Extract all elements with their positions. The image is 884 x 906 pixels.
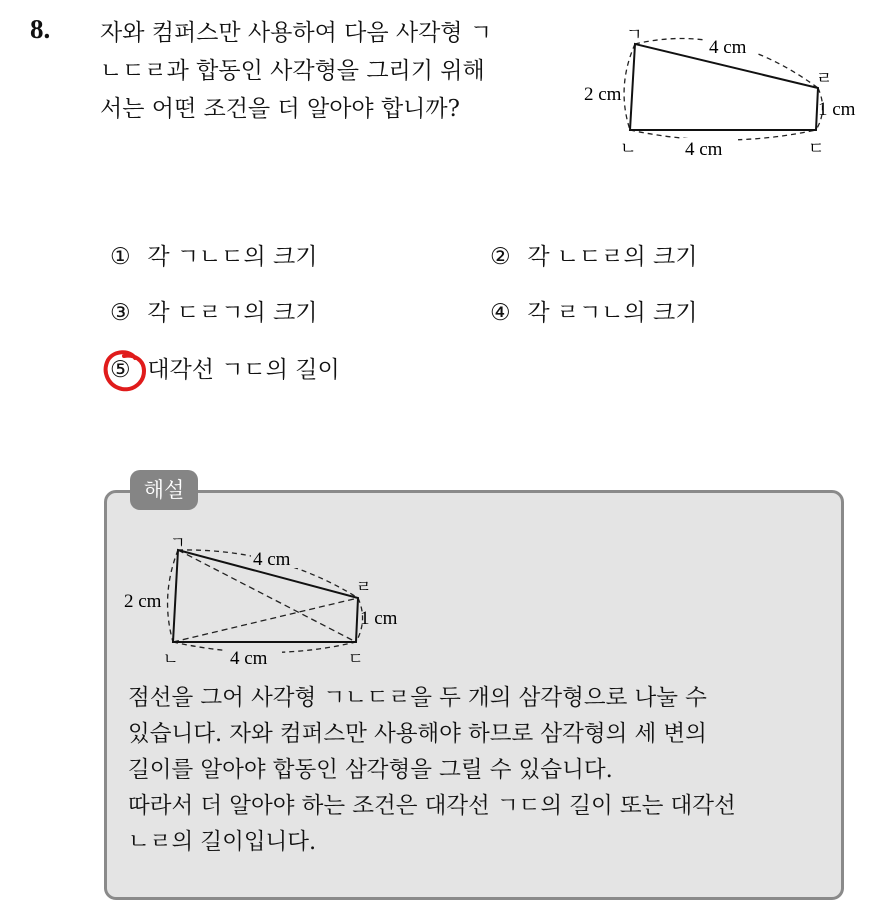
- side-label-left: 2 cm: [584, 84, 622, 105]
- vertex-label-top-left: ㄱ: [170, 538, 186, 552]
- choice-2[interactable]: [490, 242, 697, 272]
- vertex-label-bottom-left: ㄴ: [163, 649, 179, 668]
- question-text: [100, 14, 560, 128]
- answer-circle-mark: [100, 344, 152, 396]
- vertex-label-right: ㄹ: [356, 577, 372, 596]
- choice-number: ④: [490, 300, 511, 326]
- choice-number: ⑤: [110, 357, 131, 383]
- question-line: 자와 컴퍼스만 사용하여 다음 사각형 ㄱ: [100, 20, 493, 46]
- quadrilateral-figure: [578, 20, 868, 165]
- vertex-label-top-left: ㄱ: [626, 25, 643, 45]
- solution-text: [128, 680, 828, 860]
- solution-tab: 해설: [130, 470, 198, 510]
- side-label-top: 4 cm: [709, 37, 747, 58]
- solution-line: 길이를 알아야 합동인 삼각형을 그릴 수 있습니다.: [128, 757, 613, 783]
- question-number: 8.: [30, 14, 51, 44]
- side-label-bottom: 4 cm: [685, 139, 723, 160]
- solution-line: ㄴㄹ의 길이입니다.: [128, 829, 317, 855]
- solution-line: 따라서 더 알아야 하는 조건은 대각선 ㄱㄷ의 길이 또는 대각선: [128, 793, 736, 819]
- vertex-label-right: ㄹ: [816, 69, 833, 89]
- side-label-top: 4 cm: [253, 549, 291, 570]
- question-line: ㄴㄷㄹ과 합동인 사각형을 그리기 위해: [100, 58, 485, 84]
- choice-3[interactable]: [110, 298, 317, 328]
- choice-number: ③: [110, 300, 131, 326]
- solution-line: 있습니다. 자와 컴퍼스만 사용해야 하므로 삼각형의 세 변의: [128, 721, 707, 747]
- choice-text: 각 ㄹㄱㄴ의 크기: [527, 300, 698, 326]
- choice-text: 대각선 ㄱㄷ의 길이: [147, 357, 340, 383]
- diagonal-nieun-rieul: [173, 598, 358, 642]
- side-label-right: 1 cm: [818, 99, 856, 120]
- choice-number: ②: [490, 244, 511, 270]
- vertex-label-bottom-right: ㄷ: [808, 139, 825, 159]
- side-label-bottom: 4 cm: [230, 648, 268, 669]
- solution-figure: [118, 538, 418, 672]
- side-label-right: 1 cm: [360, 608, 398, 629]
- solution-line: 점선을 그어 사각형 ㄱㄴㄷㄹ을 두 개의 삼각형으로 나눌 수: [128, 685, 707, 711]
- choice-1[interactable]: [110, 242, 317, 272]
- side-label-left: 2 cm: [124, 591, 162, 612]
- vertex-label-bottom-right: ㄷ: [348, 649, 364, 668]
- choice-number: ①: [110, 244, 131, 270]
- question-line: 서는 어떤 조건을 더 알아야 합니까?: [100, 96, 460, 122]
- choice-text: 각 ㄷㄹㄱ의 크기: [147, 300, 318, 326]
- choice-text: 각 ㄱㄴㄷ의 크기: [147, 244, 318, 270]
- vertex-label-bottom-left: ㄴ: [620, 139, 637, 159]
- choice-text: 각 ㄴㄷㄹ의 크기: [527, 244, 698, 270]
- choice-4[interactable]: [490, 298, 697, 328]
